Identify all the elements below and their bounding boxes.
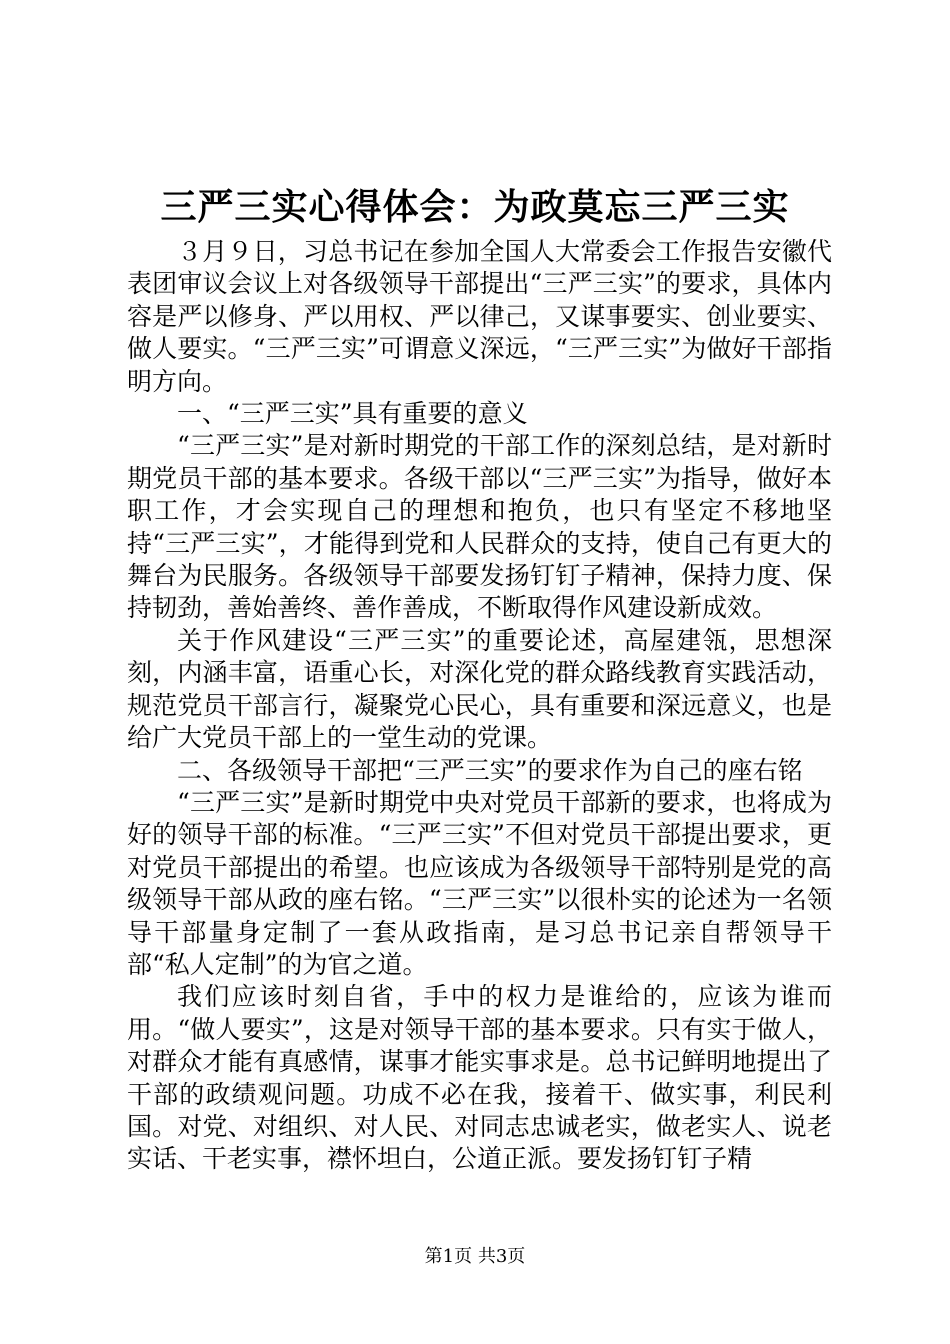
section-heading-2: 二、各级领导干部把“三严三实”的要求作为自己的座右铭 (177, 755, 803, 785)
paragraph: 关于作风建设“三严三实”的重要论述，高屋建瓴，思想深刻，内涵丰富，语重心长，对深化党的群众路线教育实践活动，规范党员干部言行，凝聚党心民心，具有重要和深远意义，也是给广大党员干部上的一堂生动的党课。 (127, 625, 832, 753)
document-body (127, 236, 832, 1176)
section-heading-1: 一、“三严三实”具有重要的意义 (177, 399, 528, 429)
paragraph: “三严三实”是新时期党中央对党员干部新的要求，也将成为好的领导干部的标准。“三严三实”不但对党员干部提出要求，更对党员干部提出的希望。也应该成为各级领导干部特别是党的高级领导干部从政的座右铭。“三严三实”以很朴实的论述为一名领导干部量身定制了一套从政指南，是习总书记亲自帮领导干部“私人定制”的为官之道。 (127, 787, 832, 979)
paragraph: 我们应该时刻自省，手中的权力是谁给的，应该为谁而用。“做人要实”，这是对领导干部的基本要求。只有实于做人，对群众才能有真感情，谋事才能实事求是。总书记鲜明地提出了干部的政绩观问题。功成不必在我，接着干、做实事，利民利国。对党、对组织、对人民、对同志忠诚老实，做老实人、说老实话、干老实事，襟怀坦白，公道正派。要发扬钉钉子精 (127, 982, 832, 1174)
document-title: 三严三实心得体会：为政莫忘三严三实 (160, 186, 790, 228)
paragraph: “三严三实”是对新时期党的干部工作的深刻总结，是对新时期党员干部的基本要求。各级干部以“三严三实”为指导，做好本职工作，才会实现自己的理想和抱负，也只有坚定不移地坚持“三严三实”，才能得到党和人民群众的支持，使自己有更大的舞台为民服务。各级领导干部要发扬钉钉子精神，保持力度、保持韧劲，善始善终、善作善成，不断取得作风建设新成效。 (127, 431, 832, 623)
page-number-footer: 第1页 共3页 (424, 1246, 526, 1267)
paragraph-intro: ３月９日，习总书记在参加全国人大常委会工作报告安徽代表团审议会议上对各级领导干部提出“三严三实”的要求，具体内容是严以修身、严以用权、严以律己，又谋事要实、创业要实、做人要实。“三严三实”可谓意义深远，“三严三实”为做好干部指明方向。 (127, 237, 832, 396)
